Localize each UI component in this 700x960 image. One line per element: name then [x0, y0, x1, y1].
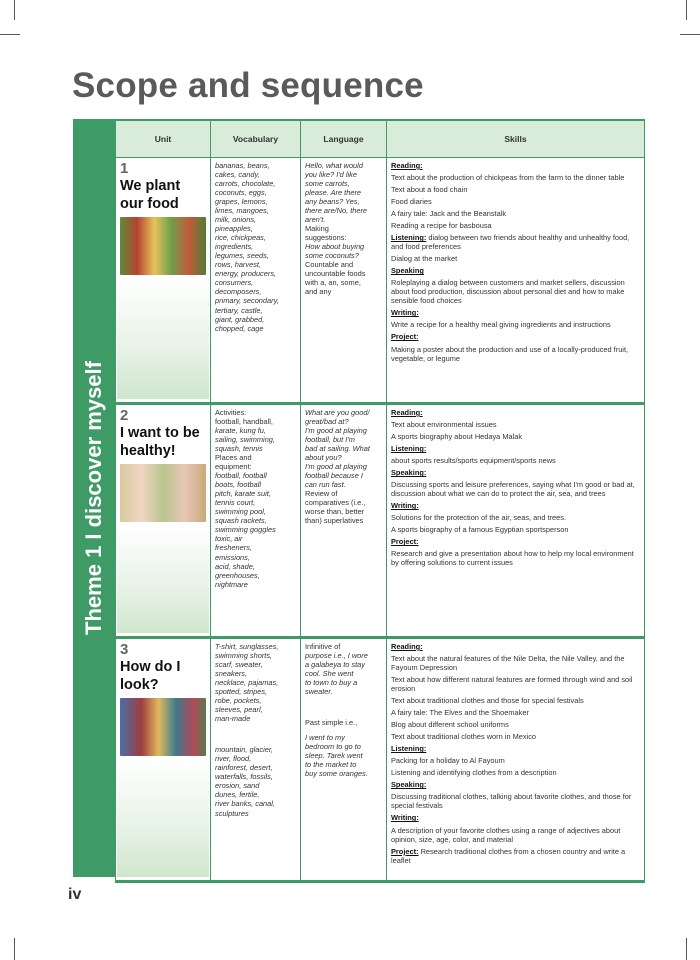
vocab-line: squash, tennis — [215, 444, 263, 454]
language-line: sleep. Tarek went — [305, 751, 363, 761]
skill-item — [391, 161, 640, 170]
language-line: football, but I'm — [305, 435, 355, 445]
crop-mark — [0, 34, 20, 35]
vocab-line: toxic, air — [215, 534, 243, 544]
unit-photo — [120, 464, 206, 522]
skill-heading: Reading: — [391, 161, 423, 170]
skill-item: Listening and identifying clothes from a description — [391, 768, 557, 778]
vocab-line: man-made — [215, 714, 251, 724]
vocab-line: necklace, pajamas, — [215, 678, 279, 688]
header-language: Language — [301, 120, 387, 158]
vocab-line: Places and — [215, 453, 252, 463]
skill-item: A fairy tale: Jack and the Beanstalk — [391, 209, 507, 219]
skill-item: Blog about different school uniforms — [391, 720, 509, 730]
crop-mark — [14, 0, 15, 20]
language-line: Review of — [305, 489, 338, 499]
vocab-line: swimming goggles — [215, 525, 276, 535]
vocab-line: sneakers, — [215, 669, 248, 679]
skill-item — [391, 444, 640, 453]
language-line: Infinitive of — [305, 642, 341, 651]
skill-item — [391, 501, 640, 510]
skill-item — [391, 308, 640, 317]
language-line: I'm good at playing — [305, 462, 367, 472]
vocab-line: fresheners, — [215, 543, 252, 553]
skill-heading: Listening: — [391, 744, 427, 754]
unit-name: I want to be healthy! — [120, 425, 200, 460]
skill-item — [391, 266, 640, 275]
language-line: any beans? Yes, — [305, 197, 360, 207]
vocab-line: rows, harvest, — [215, 260, 262, 270]
skill-heading: Reading: — [391, 642, 423, 651]
vocab-line: pitch, karate suit, — [215, 489, 271, 499]
unit-cell — [116, 404, 211, 638]
language-cell — [301, 404, 387, 638]
vocabulary-cell — [211, 404, 301, 638]
vocab-line: milk, onions, — [215, 215, 257, 225]
skill-item: Text about how different natural features are formed through wind and soil erosion — [391, 675, 633, 694]
vocab-line: carrots, chocolate, — [215, 179, 276, 189]
language-line: Past simple i.e., — [305, 718, 358, 728]
unit-row-2 — [116, 404, 645, 638]
vocab-line: swimming pool, — [215, 507, 266, 517]
skill-heading: Writing: — [391, 813, 419, 823]
language-line: I'm good at playing — [305, 426, 367, 436]
skill-item: Text about the production of chickpeas from the farm to the dinner table — [391, 173, 625, 183]
vocab-line: greenhouses, — [215, 570, 260, 580]
vocabulary-cell — [211, 158, 301, 404]
vocab-line: primary, secondary, — [215, 296, 279, 306]
skill-item: A sports biography of a famous Egyptian sportsperson — [391, 525, 569, 535]
language-line: suggestions: — [305, 233, 347, 243]
vocab-line: karate, kung fu, — [215, 426, 266, 436]
vocabulary-cell — [211, 638, 301, 882]
spacer — [215, 723, 296, 745]
skill-item: Solutions for the protection of the air, seas, and trees. — [391, 513, 567, 523]
skill-heading: Speaking: — [391, 468, 427, 478]
language-line: Countable and — [305, 260, 354, 270]
header-vocabulary: Vocabulary — [211, 120, 301, 158]
vocab-line: mountain, glacier, — [215, 745, 273, 755]
skill-heading: Project: — [391, 332, 419, 342]
vocab-line: rice, chickpeas, — [215, 233, 266, 243]
skills-cell — [387, 638, 645, 882]
skill-heading: Writing: — [391, 501, 419, 511]
unit-fade — [117, 278, 209, 399]
language-cell — [301, 638, 387, 882]
vocab-line: energy, producers, — [215, 269, 277, 279]
language-line: cool. She went — [305, 669, 354, 679]
vocab-line: bananas, beans, — [215, 161, 270, 170]
skill-item: Making a poster about the production and use of a locally-produced fruit, vegetable, or legume — [391, 344, 629, 363]
language-line: sweater. — [305, 687, 333, 697]
language-line: about you? — [305, 453, 342, 463]
skill-item: A sports biography about Hedaya Malak — [391, 432, 523, 442]
skill-item — [391, 537, 640, 546]
vocab-line: football, football — [215, 471, 267, 481]
skill-item: Roleplaying a dialog between customers and market sellers, discussion about food production, discussion about personal diet and how to make sensible food choices — [391, 278, 625, 306]
language-line: you like? I'd like — [305, 170, 357, 180]
skill-item — [391, 468, 640, 477]
scope-table — [115, 119, 645, 883]
skill-item: Text about traditional clothes and those for special festivals — [391, 696, 584, 706]
language-line: bad at sailing. What — [305, 444, 370, 454]
crop-mark — [14, 938, 15, 960]
crop-mark — [686, 938, 687, 960]
vocab-line: legumes, seeds, — [215, 251, 269, 261]
skill-heading: Speaking: — [391, 780, 427, 790]
unit-name: How do I look? — [120, 659, 181, 694]
skill-heading: Speaking — [391, 266, 424, 276]
unit-number: 2 — [120, 407, 129, 424]
language-line: a galabeya to stay — [305, 660, 365, 670]
vocab-line: sculptures — [215, 808, 249, 818]
skill-item: Packing for a holiday to Al Fayoum — [391, 756, 505, 766]
skill-heading: Listening: — [391, 233, 427, 243]
language-line: please. Are there — [305, 188, 362, 198]
skill-heading: Writing: — [391, 308, 419, 318]
vocab-line: waterfalls, fossils, — [215, 772, 273, 782]
language-line: comparatives (i.e., — [305, 498, 366, 508]
skill-item — [391, 744, 640, 753]
vocab-line: grapes, lemons, — [215, 197, 268, 207]
unit-number: 3 — [120, 641, 129, 658]
language-line: great/bad at? — [305, 417, 349, 427]
vocab-line: limes, mangoes, — [215, 206, 269, 216]
spacer — [305, 696, 382, 718]
skill-item — [391, 332, 640, 341]
skill-item: Reading a recipe for basbousa — [391, 221, 492, 231]
page-title: Scope and sequence — [72, 66, 424, 105]
skill-heading: Project: — [391, 846, 419, 856]
language-line: there are/No, there — [305, 206, 368, 216]
unit-fade — [117, 759, 209, 877]
vocab-line: spotted, stripes, — [215, 687, 268, 697]
vocab-line: nightmare — [215, 579, 248, 589]
vocab-line: swimming shorts, — [215, 651, 273, 661]
vocab-line: ingredients, — [215, 242, 254, 252]
skill-item — [391, 780, 640, 789]
language-line: some coconuts? — [305, 251, 359, 261]
skill-item: Discussing traditional clothes, talking about favorite clothes, and those for special festivals — [391, 792, 632, 811]
vocab-line: scarf, sweater, — [215, 660, 263, 670]
language-line: aren't. — [305, 215, 326, 225]
language-line: bedroom to go to — [305, 742, 361, 752]
unit-cell — [116, 638, 211, 882]
skill-item — [391, 233, 640, 251]
vocab-line: emissions, — [215, 552, 250, 562]
skill-item: Text about environmental issues — [391, 420, 497, 430]
vocab-line: river, flood, — [215, 754, 252, 764]
vocab-line: acid, shade, — [215, 561, 255, 571]
skill-item: Research and give a presentation about how to help my local environment by offering solutions to current issues — [391, 549, 634, 568]
skill-heading: Reading: — [391, 408, 423, 417]
language-line: football because I — [305, 471, 363, 481]
vocab-line: football, handball, — [215, 417, 273, 427]
unit-number: 1 — [120, 160, 129, 177]
skill-item: A fairy tale: The Elves and the Shoemaker — [391, 708, 529, 718]
language-line: to town to buy a — [305, 678, 358, 688]
vocab-line: giant, grabbed, — [215, 314, 265, 324]
language-line: How about buying — [305, 242, 365, 252]
skills-cell — [387, 158, 645, 404]
skill-item: Text about the natural features of the Nile Delta, the Nile Valley, and the Fayoum Depression — [391, 654, 625, 673]
language-line: purpose i.e., I wore — [305, 651, 368, 661]
skill-heading: Listening: — [391, 444, 427, 454]
language-line: buy some oranges. — [305, 769, 368, 779]
vocab-line: boots, football — [215, 480, 262, 490]
crop-mark — [680, 34, 700, 35]
skill-item — [391, 813, 640, 822]
vocab-line: cakes, candy, — [215, 170, 260, 180]
language-line: to the market to — [305, 760, 357, 770]
skill-item: Discussing sports and leisure preferences, saying what I'm good or bad at, discussion about what we can do to protect the air, sea, and trees — [391, 480, 635, 499]
skill-item: Dialog at the market — [391, 254, 458, 264]
vocab-line: sleeves, pearl, — [215, 705, 263, 715]
skill-item: Text about a food chain — [391, 185, 468, 195]
vocab-line: erosion, sand — [215, 781, 260, 791]
language-line: worse than, better — [305, 507, 365, 517]
skill-item — [391, 847, 640, 865]
skill-item: Text about traditional clothes worn in Mexico — [391, 732, 537, 742]
page-number: iv — [68, 886, 82, 903]
language-line: can run fast. — [305, 480, 346, 490]
language-line: than) superlatives — [305, 516, 364, 526]
unit-photo — [120, 217, 206, 275]
vocab-line: coconuts, eggs, — [215, 188, 267, 198]
skill-text: Research traditional clothes from a chosen country and write a leaflet — [391, 846, 626, 865]
vocab-line: chopped, cage — [215, 323, 264, 333]
skill-item: Food diaries — [391, 197, 432, 207]
unit-cell — [116, 158, 211, 404]
vocab-line: robe, pockets, — [215, 696, 262, 706]
language-line: with a, an, some, — [305, 278, 361, 288]
unit-fade — [117, 525, 209, 633]
unit-name: We plant our food — [120, 178, 181, 213]
skill-item: Write a recipe for a healthy meal giving ingredients and instructions — [391, 320, 611, 330]
unit-photo — [120, 698, 206, 756]
language-line: Hello, what would — [305, 161, 363, 170]
language-cell — [301, 158, 387, 404]
header-unit: Unit — [116, 120, 211, 158]
language-line: What are you good/ — [305, 408, 370, 417]
skill-text: dialog between two friends about healthy and unhealthy food, and food preferences — [391, 233, 630, 252]
vocab-line: T-shirt, sunglasses, — [215, 642, 279, 651]
skill-item — [391, 408, 640, 417]
vocab-line: sailing, swimming, — [215, 435, 275, 445]
language-line: and any — [305, 287, 332, 297]
vocab-line: pineapples, — [215, 224, 253, 234]
vocab-line: squash rackets, — [215, 516, 267, 526]
vocab-line: Activities: — [215, 408, 247, 417]
header-skills: Skills — [387, 120, 645, 158]
vocab-line: tennis court, — [215, 498, 256, 508]
skill-item: A description of your favorite clothes using a range of adjectives about opinion, size, age, color, and material — [391, 825, 621, 844]
header-row — [116, 120, 645, 158]
unit-row-1 — [116, 158, 645, 404]
vocab-line: equipment: — [215, 462, 252, 472]
language-line: uncountable foods — [305, 269, 366, 279]
theme-label-text: Theme 1 I discover myself — [81, 361, 106, 635]
skill-item: about sports results/sports equipment/sports news — [391, 456, 556, 466]
skill-item — [391, 642, 640, 651]
vocab-line: rainforest, desert, — [215, 763, 273, 773]
vocab-line: decomposers, — [215, 287, 262, 297]
vocab-line: river banks, canal, — [215, 799, 275, 809]
unit-row-3 — [116, 638, 645, 882]
language-line: Making — [305, 224, 329, 234]
skill-heading: Project: — [391, 537, 419, 547]
vocab-line: consumers, — [215, 278, 254, 288]
theme-label — [73, 119, 115, 877]
language-line: I went to my — [305, 733, 345, 743]
skills-cell — [387, 404, 645, 638]
vocab-line: tertiary, castle, — [215, 305, 263, 315]
crop-mark — [686, 0, 687, 20]
language-line: some carrots, — [305, 179, 350, 189]
vocab-line: dunes, fertile, — [215, 790, 260, 800]
